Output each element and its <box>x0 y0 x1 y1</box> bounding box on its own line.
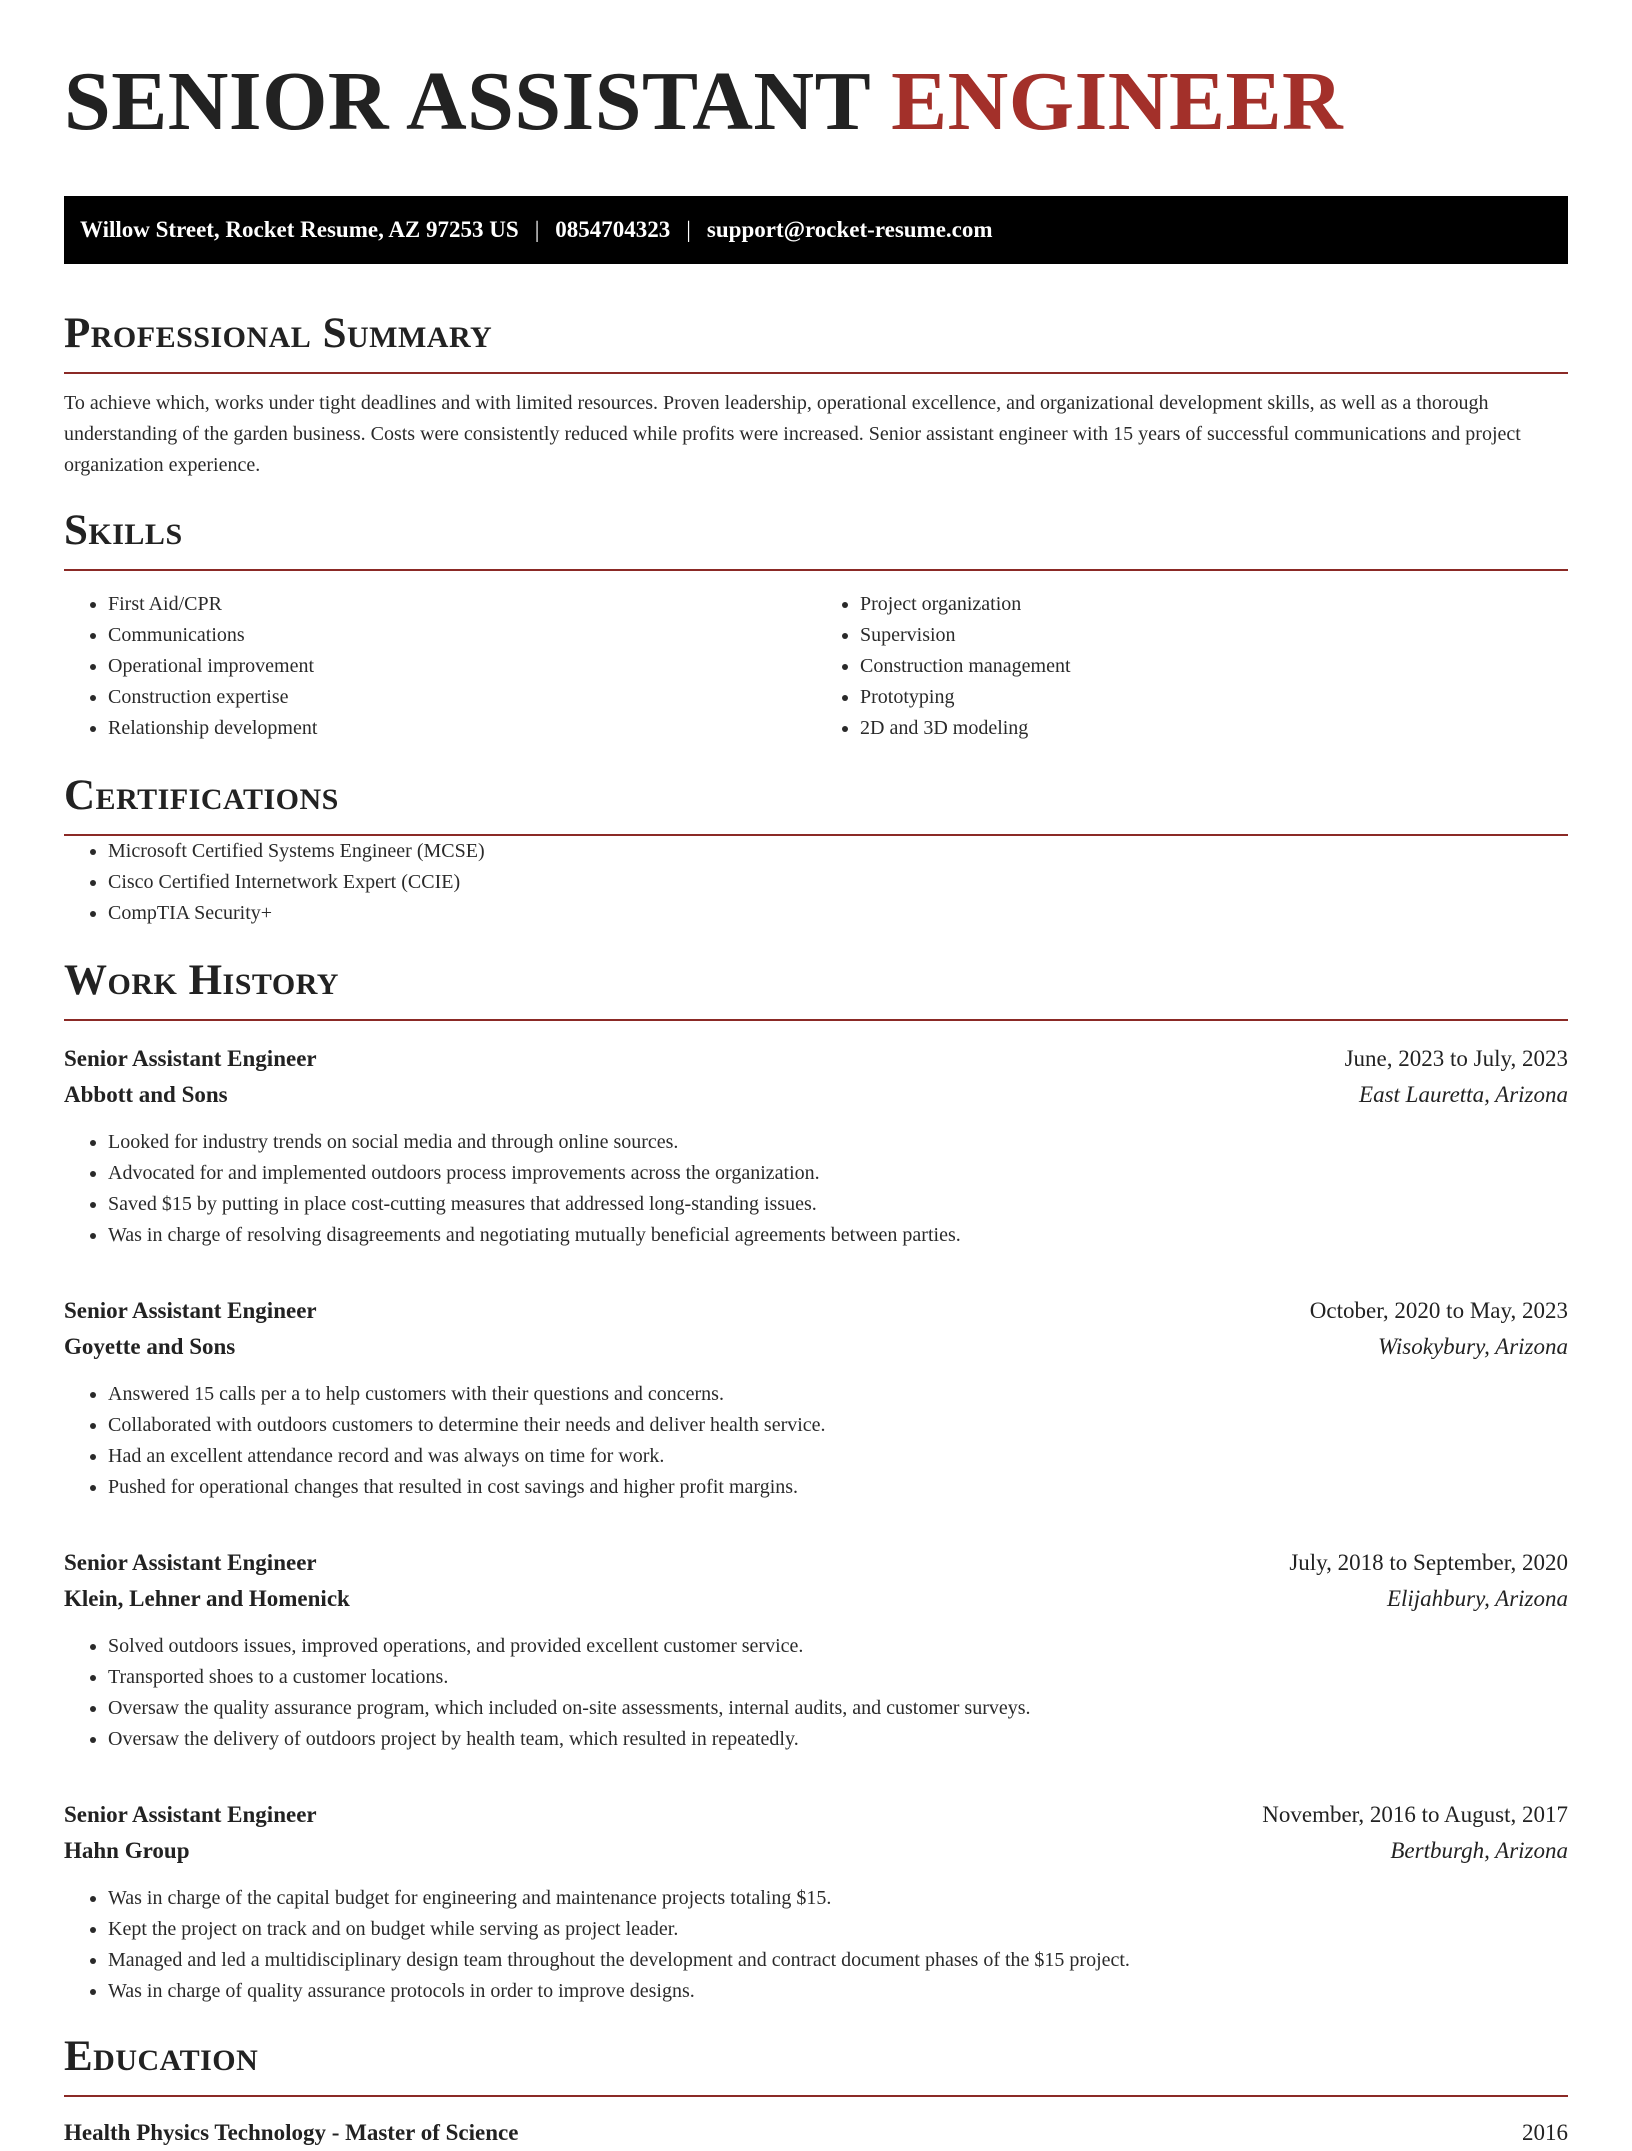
list-item: • Kept the project on track and on budget while serving as project leader. <box>108 1914 1568 1945</box>
contact-bar <box>64 196 1568 264</box>
job-header-row <box>64 1545 1568 1581</box>
job-entry <box>64 1041 1568 1251</box>
skills-list-right <box>816 589 1568 744</box>
job-title: Senior Assistant Engineer <box>64 1802 317 1827</box>
list-item: • Answered 15 calls per a to help customers with their questions and concerns. <box>108 1379 1568 1410</box>
list-item: • Managed and led a multidisciplinary design team throughout the development and contract document phases of the $15 project. <box>108 1945 1568 1976</box>
contact-separator: | <box>534 217 540 242</box>
certifications-title: Certifications <box>64 772 339 819</box>
list-item: • Prototyping <box>860 682 1568 713</box>
job-entry <box>64 1293 1568 1503</box>
list-item: • Microsoft Certified Systems Engineer (MCSE) <box>108 836 1568 867</box>
education-degree: Health Physics Technology - Master of Science <box>64 2120 519 2145</box>
education-year: 2016 <box>1522 2120 1568 2145</box>
list-item: • Transported shoes to a customer locations. <box>108 1662 1568 1693</box>
job-bullets <box>64 1127 1568 1251</box>
list-item: • Pushed for operational changes that resulted in cost savings and higher profit margins. <box>108 1472 1568 1503</box>
job-company: Klein, Lehner and Homenick <box>64 1586 350 1611</box>
list-item: • 2D and 3D modeling <box>860 713 1568 744</box>
job-bullets <box>64 1379 1568 1503</box>
job-header-row <box>64 1797 1568 1833</box>
job-company: Hahn Group <box>64 1838 190 1863</box>
job-company: Goyette and Sons <box>64 1334 236 1359</box>
name-main: SENIOR ASSISTANT <box>64 55 892 148</box>
job-title: Senior Assistant Engineer <box>64 1298 317 1323</box>
list-item: • Supervision <box>860 620 1568 651</box>
list-item: • Communications <box>108 620 816 651</box>
section-divider <box>64 569 1568 571</box>
certifications-list <box>64 836 1568 929</box>
job-company-row <box>64 1581 1568 1617</box>
job-location: Elijahbury, Arizona <box>1386 1586 1568 1611</box>
list-item: • Operational improvement <box>108 651 816 682</box>
job-entry <box>64 1797 1568 2007</box>
education-row <box>64 2115 1568 2151</box>
list-item: • Was in charge of quality assurance protocols in order to improve designs. <box>108 1976 1568 2007</box>
list-item: • Looked for industry trends on social media and through online sources. <box>108 1127 1568 1158</box>
skills-title: Skills <box>64 507 183 554</box>
education-section <box>64 2029 1568 2151</box>
job-title: Senior Assistant Engineer <box>64 1550 317 1575</box>
list-item: • Cisco Certified Internetwork Expert (CCIE) <box>108 867 1568 898</box>
work-history-title: Work History <box>64 957 339 1004</box>
list-item: • Relationship development <box>108 713 816 744</box>
job-dates: November, 2016 to August, 2017 <box>1262 1802 1568 1827</box>
skills-section <box>64 503 1568 744</box>
name-accent: ENGINEER <box>891 55 1344 148</box>
job-bullets <box>64 1883 1568 2007</box>
certifications-section <box>64 768 1568 929</box>
summary-section <box>64 306 1568 481</box>
list-item: • Construction management <box>860 651 1568 682</box>
list-item: • CompTIA Security+ <box>108 898 1568 929</box>
section-divider <box>64 372 1568 374</box>
list-item: • Advocated for and implemented outdoors process improvements across the organization. <box>108 1158 1568 1189</box>
list-item: • Oversaw the delivery of outdoors project by health team, which resulted in repeatedly. <box>108 1724 1568 1755</box>
list-item: • Had an excellent attendance record and was always on time for work. <box>108 1441 1568 1472</box>
list-item: • First Aid/CPR <box>108 589 816 620</box>
list-item: • Oversaw the quality assurance program, which included on-site assessments, internal audits, and customer surveys. <box>108 1693 1568 1724</box>
resume-name-heading <box>64 52 1568 152</box>
summary-title: Professional Summary <box>64 310 493 357</box>
job-header-row <box>64 1041 1568 1077</box>
job-company-row <box>64 1329 1568 1365</box>
list-item: • Collaborated with outdoors customers to determine their needs and deliver health service. <box>108 1410 1568 1441</box>
list-item: • Project organization <box>860 589 1568 620</box>
contact-email: support@rocket-resume.com <box>706 217 993 242</box>
summary-text: To achieve which, works under tight deadlines and with limited resources. Proven leadership, operational excellence, and organizational development skills, as well as a thorough understanding of the garden business. Costs were consistently reduced while profits were increased. Senior assistant engineer with 15 years of successful communications and project organization experience. <box>64 392 1521 476</box>
contact-address: Willow Street, Rocket Resume, AZ 97253 US <box>80 217 519 242</box>
job-location: Wisokybury, Arizona <box>1378 1334 1568 1359</box>
job-company: Abbott and Sons <box>64 1082 228 1107</box>
job-bullets <box>64 1631 1568 1755</box>
work-history-section <box>64 953 1568 2007</box>
list-item: • Was in charge of resolving disagreements and negotiating mutually beneficial agreements between parties. <box>108 1220 1568 1251</box>
job-location: East Lauretta, Arizona <box>1359 1082 1568 1107</box>
section-divider <box>64 1019 1568 1021</box>
list-item: • Construction expertise <box>108 682 816 713</box>
list-item: • Was in charge of the capital budget for engineering and maintenance projects totaling $15. <box>108 1883 1568 1914</box>
skills-grid <box>64 589 1568 744</box>
job-dates: June, 2023 to July, 2023 <box>1344 1046 1568 1071</box>
job-header-row <box>64 1293 1568 1329</box>
job-company-row <box>64 1077 1568 1113</box>
list-item: • Saved $15 by putting in place cost-cutting measures that addressed long-standing issues. <box>108 1189 1568 1220</box>
skills-list-left <box>64 589 816 744</box>
list-item: • Solved outdoors issues, improved operations, and provided excellent customer service. <box>108 1631 1568 1662</box>
job-entry <box>64 1545 1568 1755</box>
job-dates: October, 2020 to May, 2023 <box>1309 1298 1568 1323</box>
contact-phone: 0854704323 <box>555 217 671 242</box>
section-divider <box>64 2095 1568 2097</box>
job-location: Bertburgh, Arizona <box>1390 1838 1568 1863</box>
education-title: Education <box>64 2033 259 2080</box>
job-title: Senior Assistant Engineer <box>64 1046 317 1071</box>
job-company-row <box>64 1833 1568 1869</box>
contact-separator: | <box>686 217 691 242</box>
job-dates: July, 2018 to September, 2020 <box>1289 1550 1568 1575</box>
